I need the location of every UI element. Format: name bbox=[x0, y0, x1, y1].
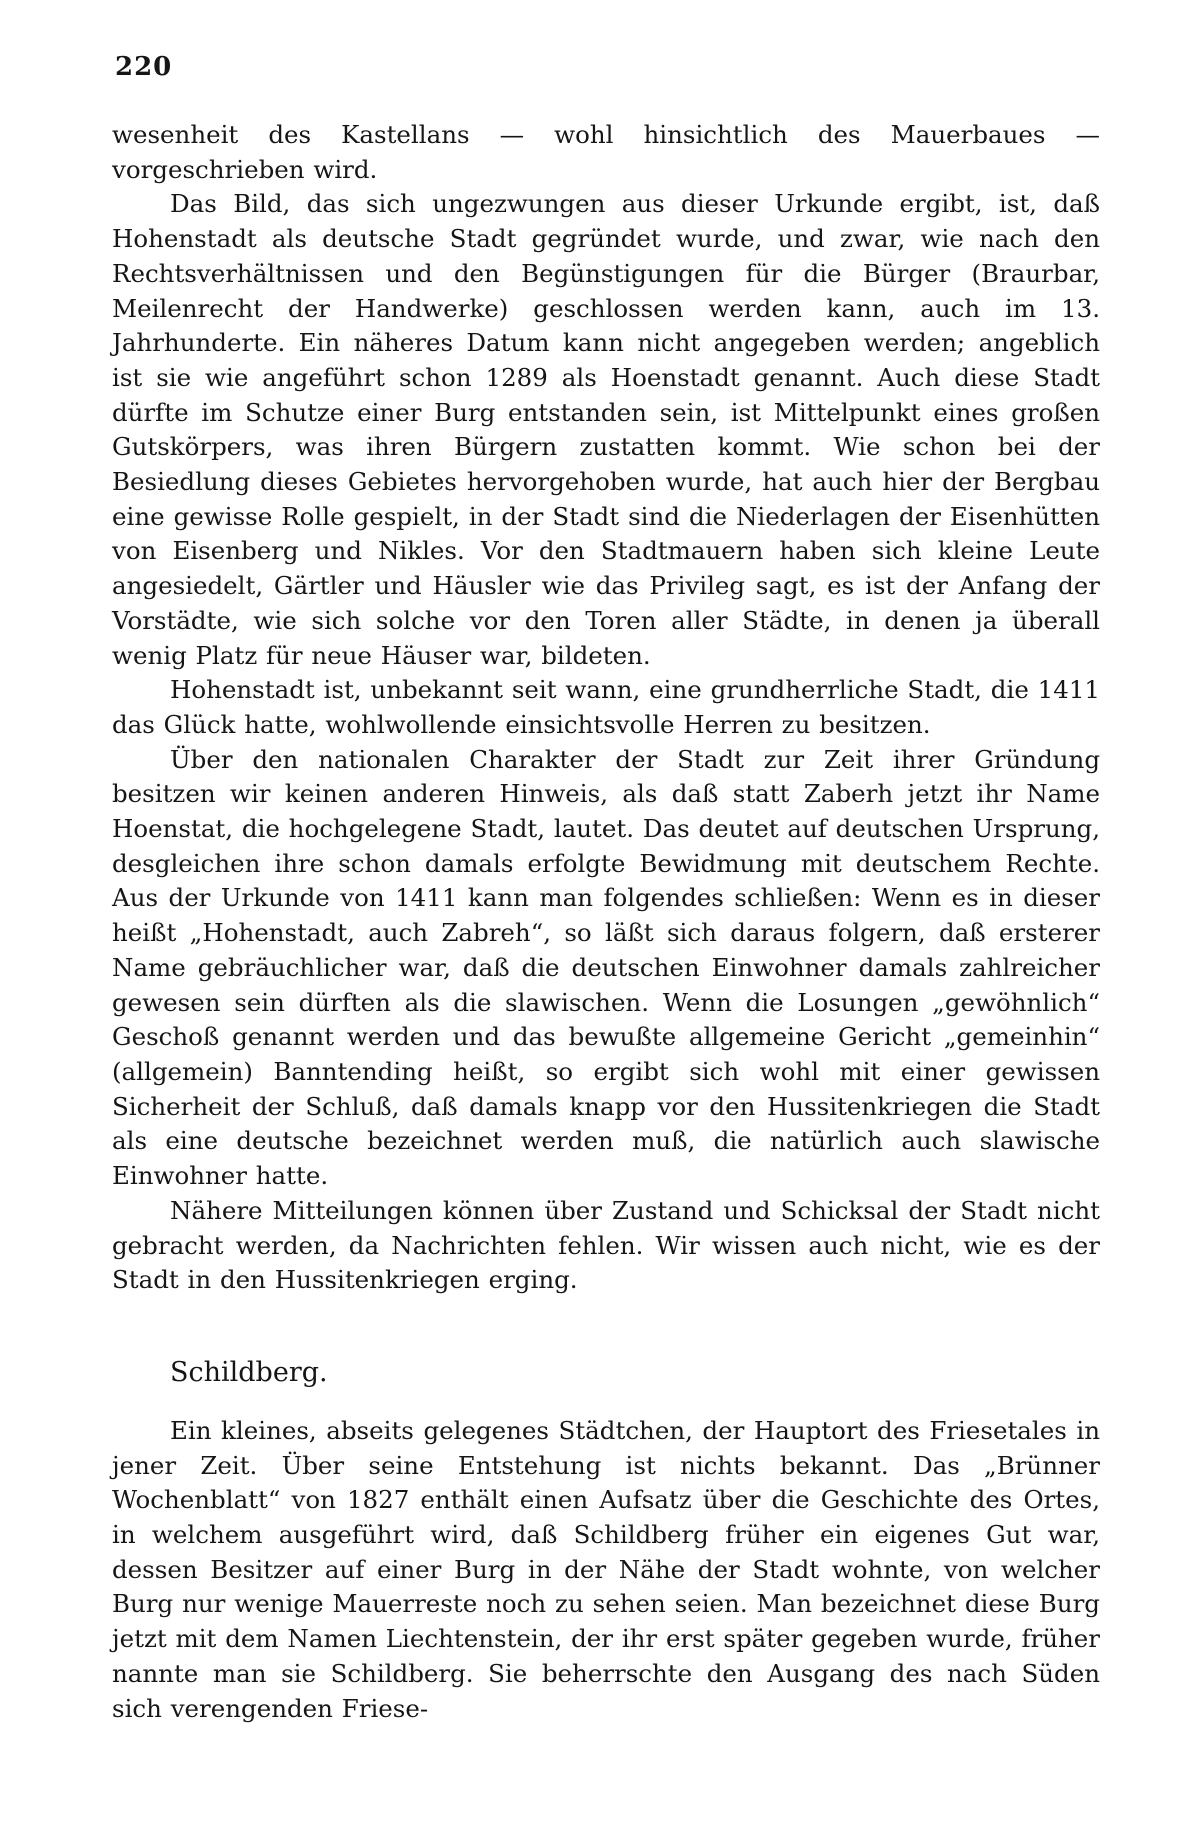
paragraph-hussitenkriege: Nähere Mitteilungen können über Zustand und Schicksal der Stadt nicht gebracht werden, da Nachrichten fehlen. Wir wissen auch nicht, wie es der Stadt in den Hussitenkriegen erging. bbox=[112, 1195, 1100, 1295]
section-heading: Schildberg. bbox=[170, 1356, 328, 1388]
page-body bbox=[112, 118, 1100, 1726]
page-number: 220 bbox=[115, 52, 173, 82]
paragraph-nationaler-charakter: Über den nationalen Charakter der Stadt zur Zeit ihrer Gründung besitzen wir keinen anderen Hinweis, als daß statt Zaberh jetzt ihr Name Hoenstat, die hochgelegene Stadt, lautet. Das deutet auf deutschen Ursprung, desgleichen ihre schon damals erfolgte Bewidmung mit deutschem Rechte. Aus der Urkunde von 1411 kann man folgendes schließen: Wenn es in dieser heißt „Hohenstadt, auch Zabreh“, so läßt sich daraus folgern, daß ersterer Name gebräuchlicher war, daß die deutschen Einwohner damals zahlreicher gewesen sein dürften als die slawischen. Wenn die Losungen „gewöhnlich“ Geschoß genannt werden und das bewußte allgemeine Gericht „gemeinhin“ (allgemein) Banntending heißt, so ergibt sich wohl mit einer gewissen Sicherheit der Schluß, daß damals knapp vor den Hussitenkriegen die Stadt als eine deutsche bezeichnet werden muß, die natürlich auch slawische Einwohner hatte. bbox=[112, 744, 1100, 1191]
paragraph-continuation: wesenheit des Kastellans — wohl hinsichtlich des Mauerbaues — vorgeschrieben wird. bbox=[112, 120, 1100, 184]
paragraph-grundherrliche-stadt: Hohenstadt ist, unbekannt seit wann, eine grundherrliche Stadt, die 1411 das Glück hatte, wohlwollende einsichtsvolle Herren zu besitzen. bbox=[112, 675, 1100, 739]
paragraph-stadt-bild: Das Bild, das sich ungezwungen aus dieser Urkunde ergibt, ist, daß Hohenstadt als deutsche Stadt gegründet wurde, und zwar, wie nach den Rechtsverhältnissen und den Begünstigungen für die Bürger (Braurbar, Meilenrecht der Handwerke) geschlossen werden kann, auch im 13. Jahrhunderte. Ein näheres Datum kann nicht angegeben werden; angeblich ist sie wie angeführt schon 1289 als Hoenstadt genannt. Auch diese Stadt dürfte im Schutze einer Burg entstanden sein, ist Mittelpunkt eines großen Gutskörpers, was ihren Bürgern zustatten kommt. Wie schon bei der Besiedlung dieses Gebietes hervorgehoben wurde, hat auch hier der Bergbau eine gewisse Rolle gespielt, in der Stadt sind die Niederlagen der Eisenhütten von Eisenberg und Nikles. Vor den Stadtmauern haben sich kleine Leute angesiedelt, Gärtler und Häusler wie das Privileg sagt, es ist der Anfang der Vorstädte, wie sich solche vor den Toren aller Städte, in denen ja überall wenig Platz für neue Häuser war, bildeten. bbox=[112, 189, 1100, 670]
paragraph-schildberg: Ein kleines, abseits gelegenes Städtchen, der Hauptort des Friesetales in jener Zeit. Über seine Entstehung ist nichts bekannt. Das „Brünner Wochenblatt“ von 1827 enthält einen Aufsatz über die Geschichte des Ortes, in welchem ausgeführt wird, daß Schildberg früher ein eigenes Gut war, dessen Besitzer auf einer Burg in der Nähe der Stadt wohnte, von welcher Burg nur wenige Mauerreste noch zu sehen seien. Man bezeichnet diese Burg jetzt mit dem Namen Liechtenstein, der ihr erst später gegeben wurde, früher nannte man sie Schildberg. Sie beherrschte den Ausgang des nach Süden sich verengenden Friese- bbox=[112, 1415, 1100, 1723]
